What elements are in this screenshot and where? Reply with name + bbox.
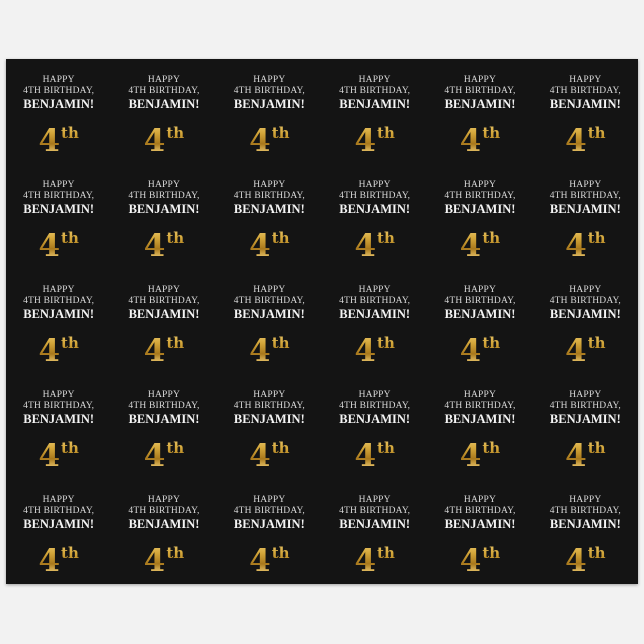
age-number <box>38 433 78 476</box>
greeting-line-happy: HAPPY <box>42 285 75 295</box>
age-number <box>38 118 78 161</box>
greeting-line-birthday: 4TH BIRTHDAY, <box>233 85 305 96</box>
age-ordinal-suffix: th <box>377 439 395 457</box>
greeting-line-name: BENJAMIN! <box>233 517 305 531</box>
greeting-line-birthday: 4TH BIRTHDAY, <box>444 295 516 306</box>
greeting-line-happy: HAPPY <box>253 390 286 400</box>
greeting-line-birthday: 4TH BIRTHDAY, <box>23 190 95 201</box>
greeting-line-birthday: 4TH BIRTHDAY, <box>233 400 305 411</box>
pattern-tile <box>217 479 322 584</box>
age-number <box>565 328 605 371</box>
greeting-line-birthday: 4TH BIRTHDAY, <box>339 400 411 411</box>
greeting-line-name: BENJAMIN! <box>233 202 305 216</box>
age-number <box>249 328 289 371</box>
age-number <box>144 328 184 371</box>
pattern-tile <box>111 479 216 584</box>
greeting-line-happy: HAPPY <box>147 285 181 295</box>
age-ordinal-suffix: th <box>271 334 290 352</box>
age-ordinal-suffix: th <box>587 439 606 457</box>
greeting-line-birthday: 4TH BIRTHDAY, <box>23 400 95 411</box>
age-ordinal-suffix: th <box>166 544 185 562</box>
greeting-line-birthday: 4TH BIRTHDAY, <box>339 85 411 96</box>
greeting-line-name: BENJAMIN! <box>549 97 621 111</box>
age-digit: 4 <box>565 228 587 264</box>
greeting-line-happy: HAPPY <box>42 180 75 190</box>
age-ordinal-suffix: th <box>61 124 79 142</box>
age-number <box>38 328 78 371</box>
pattern-tile <box>322 479 427 584</box>
greeting-line-name: BENJAMIN! <box>444 202 516 216</box>
pattern-tile <box>427 479 532 584</box>
greeting-line-birthday: 4TH BIRTHDAY, <box>549 400 621 411</box>
greeting-line-name: BENJAMIN! <box>23 202 95 216</box>
age-digit: 4 <box>459 333 482 369</box>
age-digit: 4 <box>459 123 482 159</box>
greeting-line-name: BENJAMIN! <box>23 307 95 321</box>
age-digit: 4 <box>249 333 271 369</box>
greeting-line-birthday: 4TH BIRTHDAY, <box>444 190 516 201</box>
age-digit: 4 <box>143 228 166 264</box>
greeting-line-birthday: 4TH BIRTHDAY, <box>549 85 621 96</box>
greeting-line-happy: HAPPY <box>463 390 497 400</box>
pattern-tile <box>111 269 216 374</box>
greeting-line-birthday: 4TH BIRTHDAY, <box>23 295 95 306</box>
greeting-line-birthday: 4TH BIRTHDAY, <box>23 85 95 96</box>
greeting-line-happy: HAPPY <box>253 285 286 295</box>
pattern-tile <box>322 269 427 374</box>
greeting-line-birthday: 4TH BIRTHDAY, <box>339 295 411 306</box>
age-number <box>354 433 394 476</box>
age-digit: 4 <box>565 438 587 474</box>
greeting-line-happy: HAPPY <box>358 285 391 295</box>
age-ordinal-suffix: th <box>166 439 185 457</box>
greeting-line-happy: HAPPY <box>463 495 497 505</box>
greeting-line-name: BENJAMIN! <box>339 412 411 426</box>
age-ordinal-suffix: th <box>61 544 79 562</box>
greeting-line-birthday: 4TH BIRTHDAY, <box>444 85 516 96</box>
age-number <box>460 223 500 266</box>
pattern-tile <box>322 59 427 164</box>
greeting-line-happy: HAPPY <box>147 180 181 190</box>
greeting-line-birthday: 4TH BIRTHDAY, <box>233 190 305 201</box>
age-ordinal-suffix: th <box>377 334 395 352</box>
greeting-line-happy: HAPPY <box>569 180 602 190</box>
age-ordinal-suffix: th <box>61 229 79 247</box>
age-number <box>144 223 184 266</box>
greeting-line-name: BENJAMIN! <box>549 307 621 321</box>
greeting-line-birthday: 4TH BIRTHDAY, <box>233 505 305 516</box>
age-ordinal-suffix: th <box>377 229 395 247</box>
age-ordinal-suffix: th <box>166 124 185 142</box>
age-number <box>460 538 500 581</box>
greeting-line-name: BENJAMIN! <box>233 307 305 321</box>
age-number <box>38 538 78 581</box>
age-number <box>354 538 394 581</box>
age-ordinal-suffix: th <box>587 544 606 562</box>
greeting-line-happy: HAPPY <box>147 390 181 400</box>
age-digit: 4 <box>38 123 61 159</box>
greeting-line-name: BENJAMIN! <box>128 202 200 216</box>
age-digit: 4 <box>143 123 166 159</box>
greeting-line-name: BENJAMIN! <box>128 307 200 321</box>
greeting-line-birthday: 4TH BIRTHDAY, <box>339 190 411 201</box>
pattern-tile <box>6 479 111 584</box>
age-digit: 4 <box>565 123 587 159</box>
pattern-tile <box>533 164 638 269</box>
greeting-line-happy: HAPPY <box>569 285 602 295</box>
pattern-tile <box>6 374 111 479</box>
age-digit: 4 <box>354 543 377 579</box>
greeting-line-name: BENJAMIN! <box>444 97 516 111</box>
age-digit: 4 <box>143 333 166 369</box>
age-digit: 4 <box>249 228 271 264</box>
age-digit: 4 <box>38 228 61 264</box>
age-ordinal-suffix: th <box>377 124 395 142</box>
age-ordinal-suffix: th <box>482 124 501 142</box>
greeting-line-name: BENJAMIN! <box>444 517 516 531</box>
greeting-line-name: BENJAMIN! <box>339 517 411 531</box>
pattern-tile <box>6 59 111 164</box>
greeting-line-birthday: 4TH BIRTHDAY, <box>549 505 621 516</box>
greeting-line-birthday: 4TH BIRTHDAY, <box>128 505 200 516</box>
age-digit: 4 <box>38 333 61 369</box>
age-number <box>565 223 605 266</box>
greeting-line-happy: HAPPY <box>358 495 391 505</box>
age-ordinal-suffix: th <box>271 439 290 457</box>
age-ordinal-suffix: th <box>271 544 290 562</box>
greeting-line-birthday: 4TH BIRTHDAY, <box>128 85 200 96</box>
pattern-tile <box>217 269 322 374</box>
greeting-line-birthday: 4TH BIRTHDAY, <box>549 190 621 201</box>
greeting-line-name: BENJAMIN! <box>549 517 621 531</box>
age-number <box>354 118 394 161</box>
greeting-line-name: BENJAMIN! <box>233 412 305 426</box>
greeting-line-happy: HAPPY <box>42 495 75 505</box>
age-digit: 4 <box>354 123 377 159</box>
greeting-line-birthday: 4TH BIRTHDAY, <box>23 505 95 516</box>
greeting-line-name: BENJAMIN! <box>339 97 411 111</box>
age-digit: 4 <box>143 543 166 579</box>
age-number <box>565 538 605 581</box>
age-ordinal-suffix: th <box>587 229 606 247</box>
age-ordinal-suffix: th <box>271 229 290 247</box>
age-number <box>354 223 394 266</box>
age-digit: 4 <box>249 543 271 579</box>
greeting-line-name: BENJAMIN! <box>128 517 200 531</box>
greeting-line-name: BENJAMIN! <box>128 97 200 111</box>
pattern-tile <box>217 59 322 164</box>
greeting-line-name: BENJAMIN! <box>549 412 621 426</box>
greeting-line-name: BENJAMIN! <box>444 412 516 426</box>
greeting-line-happy: HAPPY <box>358 390 391 400</box>
age-ordinal-suffix: th <box>166 229 185 247</box>
pattern-tile <box>6 269 111 374</box>
wrapping-paper <box>6 59 638 584</box>
age-ordinal-suffix: th <box>587 334 606 352</box>
pattern-tile <box>427 269 532 374</box>
greeting-line-happy: HAPPY <box>569 390 602 400</box>
age-ordinal-suffix: th <box>482 229 501 247</box>
age-digit: 4 <box>354 228 377 264</box>
age-digit: 4 <box>459 438 482 474</box>
pattern-tile <box>217 374 322 479</box>
greeting-line-name: BENJAMIN! <box>233 97 305 111</box>
age-digit: 4 <box>38 438 61 474</box>
age-digit: 4 <box>249 123 271 159</box>
greeting-line-name: BENJAMIN! <box>128 412 200 426</box>
age-number <box>249 433 289 476</box>
greeting-line-happy: HAPPY <box>253 180 286 190</box>
pattern-tile <box>111 59 216 164</box>
greeting-line-birthday: 4TH BIRTHDAY, <box>444 505 516 516</box>
age-number <box>460 328 500 371</box>
greeting-line-birthday: 4TH BIRTHDAY, <box>444 400 516 411</box>
age-number <box>354 328 394 371</box>
age-ordinal-suffix: th <box>61 439 79 457</box>
greeting-line-name: BENJAMIN! <box>339 202 411 216</box>
age-digit: 4 <box>249 438 271 474</box>
greeting-line-happy: HAPPY <box>569 75 602 85</box>
greeting-line-name: BENJAMIN! <box>23 517 95 531</box>
greeting-line-happy: HAPPY <box>569 495 602 505</box>
greeting-line-happy: HAPPY <box>358 75 391 85</box>
greeting-line-happy: HAPPY <box>358 180 391 190</box>
pattern-tile <box>217 164 322 269</box>
age-digit: 4 <box>143 438 166 474</box>
age-digit: 4 <box>354 438 377 474</box>
greeting-line-birthday: 4TH BIRTHDAY, <box>128 190 200 201</box>
pattern-tile <box>533 59 638 164</box>
age-number <box>565 118 605 161</box>
age-digit: 4 <box>565 543 587 579</box>
pattern-tile <box>322 164 427 269</box>
age-number <box>144 538 184 581</box>
pattern-tile <box>111 374 216 479</box>
age-number <box>249 118 289 161</box>
pattern-tile <box>427 164 532 269</box>
greeting-line-happy: HAPPY <box>253 495 286 505</box>
age-digit: 4 <box>459 543 482 579</box>
age-ordinal-suffix: th <box>482 544 501 562</box>
greeting-line-happy: HAPPY <box>147 495 181 505</box>
greeting-line-name: BENJAMIN! <box>339 307 411 321</box>
greeting-line-birthday: 4TH BIRTHDAY, <box>128 295 200 306</box>
age-ordinal-suffix: th <box>61 334 79 352</box>
greeting-line-birthday: 4TH BIRTHDAY, <box>549 295 621 306</box>
age-digit: 4 <box>38 543 61 579</box>
age-ordinal-suffix: th <box>166 334 185 352</box>
greeting-line-birthday: 4TH BIRTHDAY, <box>339 505 411 516</box>
greeting-line-happy: HAPPY <box>463 75 497 85</box>
pattern-tile <box>533 269 638 374</box>
greeting-line-happy: HAPPY <box>463 285 497 295</box>
greeting-line-name: BENJAMIN! <box>549 202 621 216</box>
age-ordinal-suffix: th <box>587 124 606 142</box>
greeting-line-name: BENJAMIN! <box>444 307 516 321</box>
pattern-tile <box>427 59 532 164</box>
greeting-line-happy: HAPPY <box>42 390 75 400</box>
age-number <box>249 538 289 581</box>
greeting-line-happy: HAPPY <box>253 75 286 85</box>
greeting-line-birthday: 4TH BIRTHDAY, <box>233 295 305 306</box>
age-number <box>460 118 500 161</box>
age-number <box>144 433 184 476</box>
greeting-line-birthday: 4TH BIRTHDAY, <box>128 400 200 411</box>
age-ordinal-suffix: th <box>482 334 501 352</box>
greeting-line-happy: HAPPY <box>463 180 497 190</box>
pattern-tile <box>6 164 111 269</box>
age-number <box>460 433 500 476</box>
pattern-tile <box>111 164 216 269</box>
age-number <box>38 223 78 266</box>
pattern-tile <box>322 374 427 479</box>
age-ordinal-suffix: th <box>271 124 290 142</box>
pattern-tile <box>533 479 638 584</box>
age-digit: 4 <box>459 228 482 264</box>
greeting-line-happy: HAPPY <box>147 75 181 85</box>
age-number <box>565 433 605 476</box>
age-number <box>249 223 289 266</box>
greeting-line-happy: HAPPY <box>42 75 75 85</box>
age-digit: 4 <box>354 333 377 369</box>
age-digit: 4 <box>565 333 587 369</box>
pattern-tile <box>533 374 638 479</box>
age-ordinal-suffix: th <box>377 544 395 562</box>
age-number <box>144 118 184 161</box>
age-ordinal-suffix: th <box>482 439 501 457</box>
pattern-tile <box>427 374 532 479</box>
greeting-line-name: BENJAMIN! <box>23 97 95 111</box>
pattern-grid <box>6 59 638 584</box>
greeting-line-name: BENJAMIN! <box>23 412 95 426</box>
